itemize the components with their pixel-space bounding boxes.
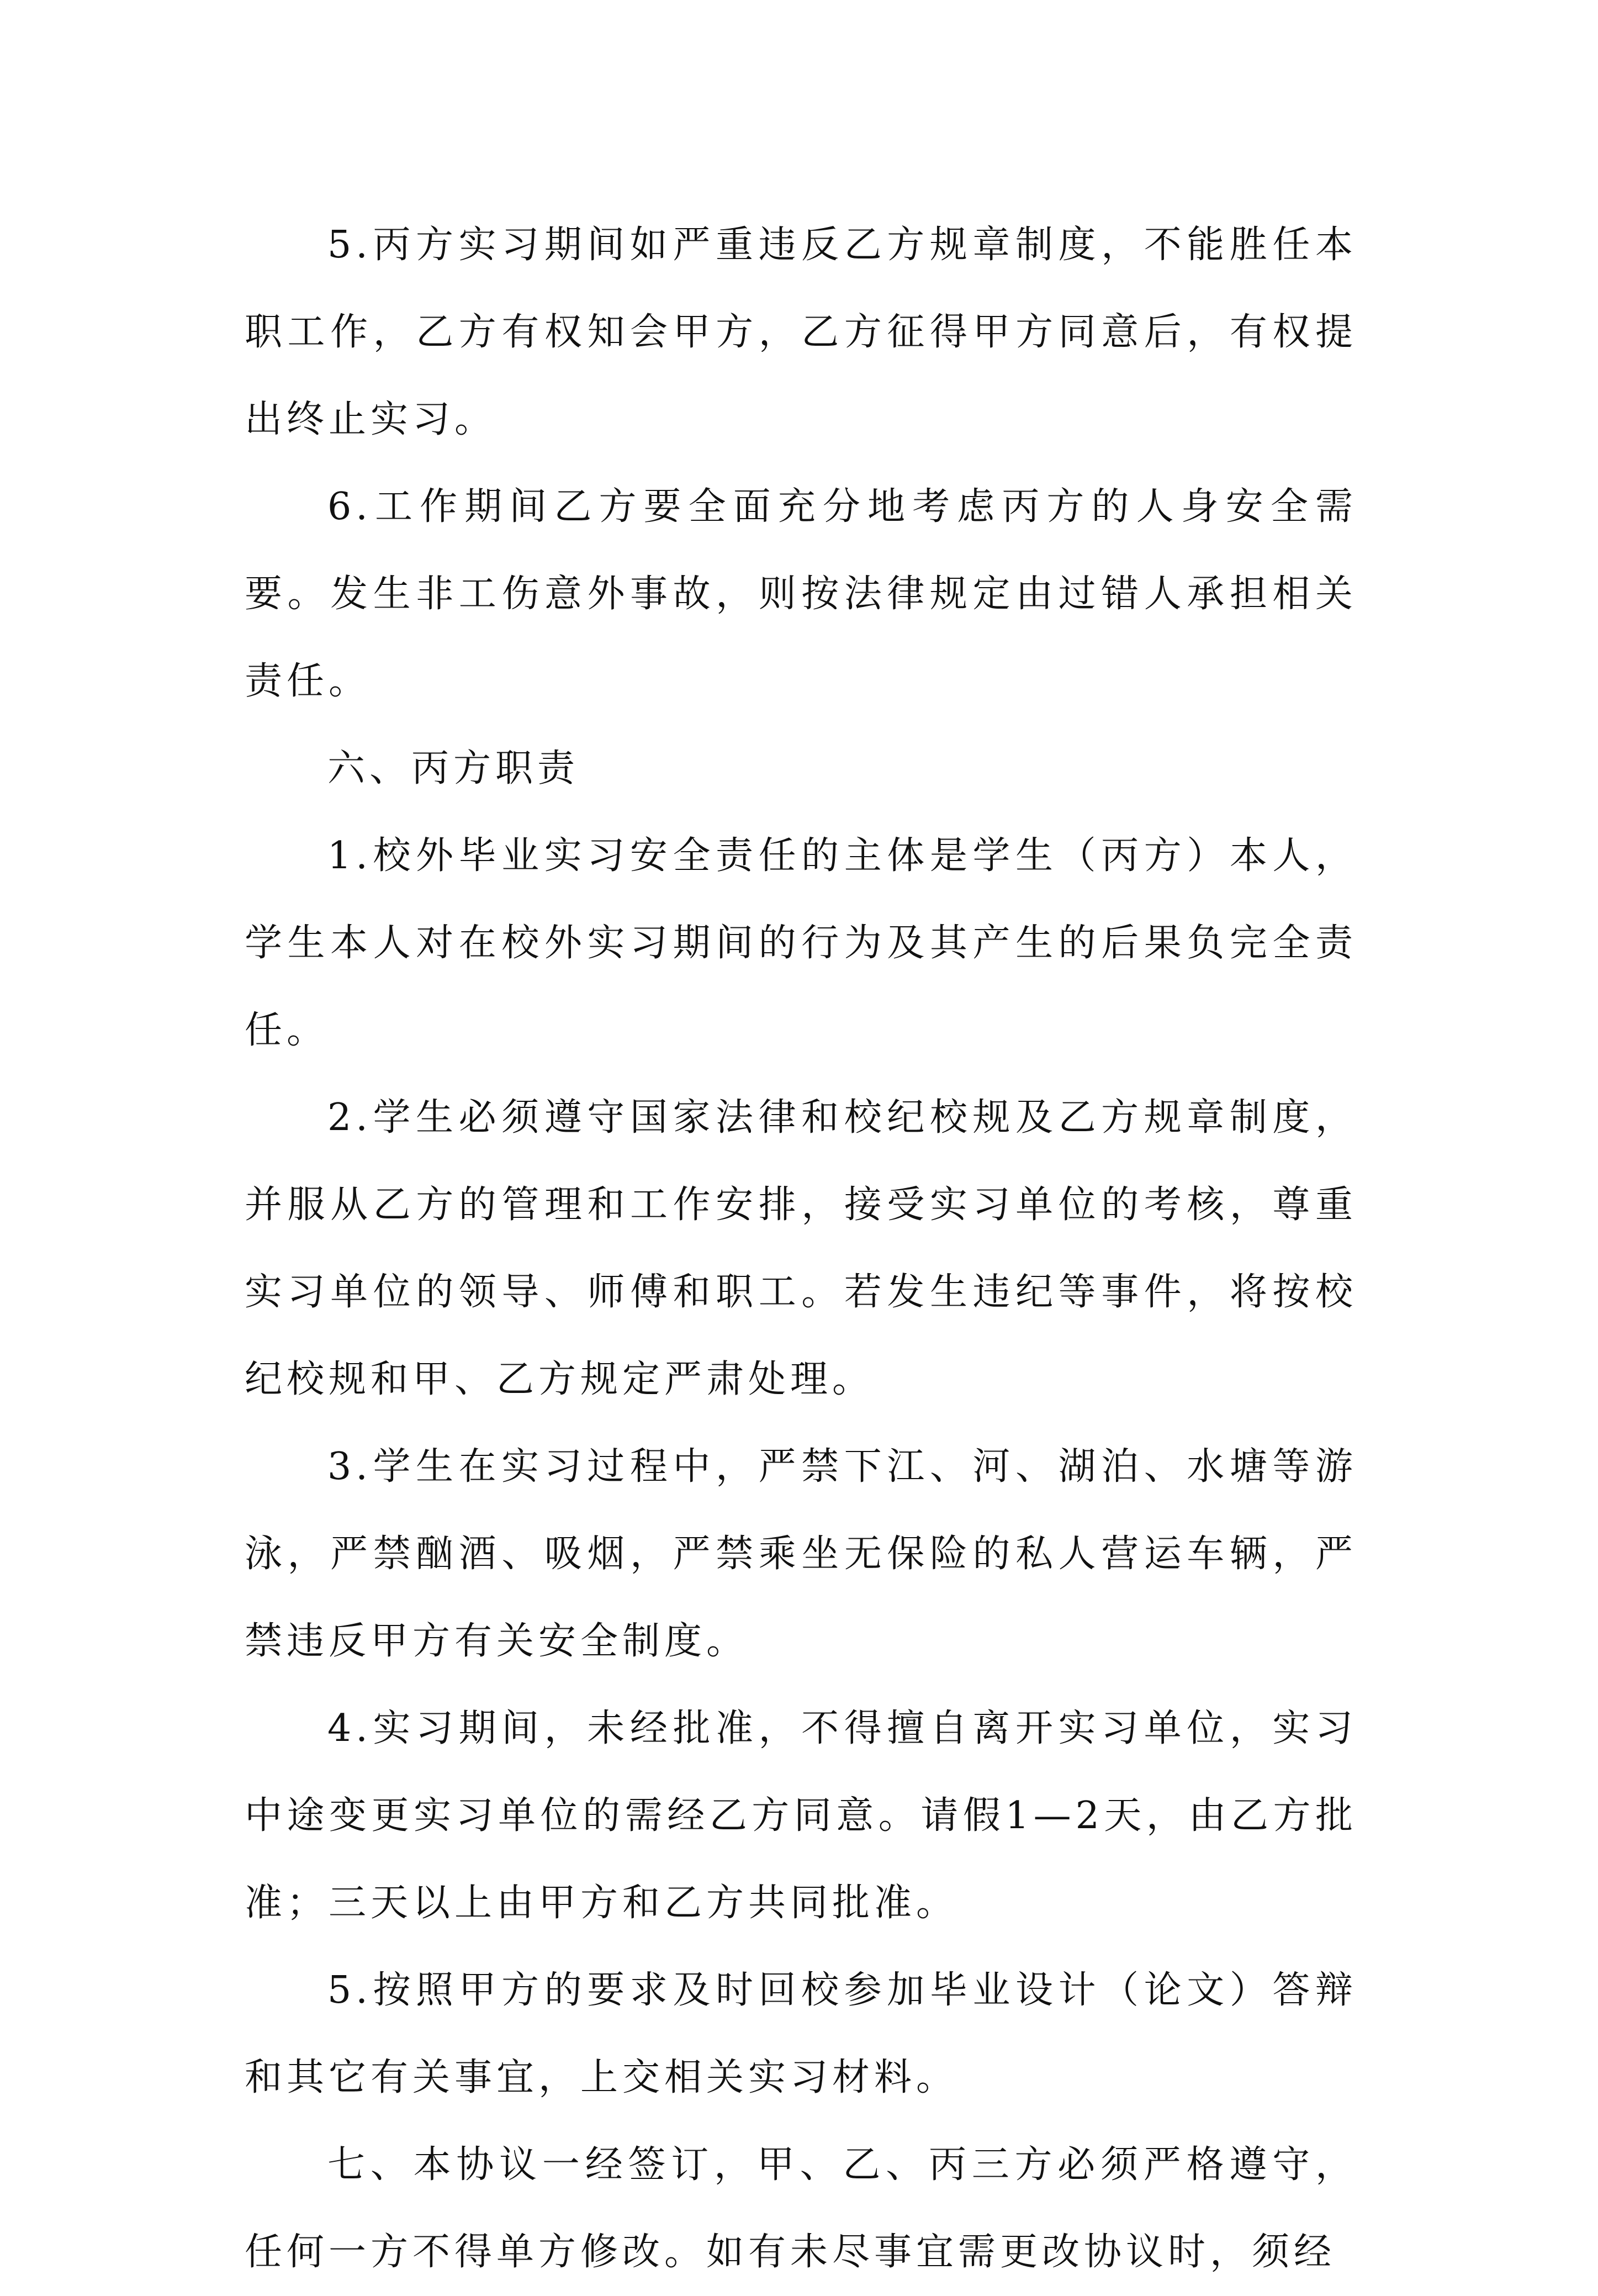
paragraph-4-leave: 4.实习期间，未经批准，不得擅自离开实习单位，实习中途变更实习单位的需经乙方同意。请假1—2天，由乙方批准；三天以上由甲方和乙方共同批准。: [245, 1707, 1357, 1925]
paragraph-6-safety: 6.工作期间乙方要全面充分地考虑丙方的人身安全需要。发生非工伤意外事故，则按法律规定由过错人承担相关责任。: [245, 485, 1357, 703]
paragraph-3-prohibitions: 3.学生在实习过程中，严禁下江、河、湖泊、水塘等游泳，严禁酗酒、吸烟，严禁乘坐无保险的私人营运车辆，严禁违反甲方有关安全制度。: [245, 1445, 1357, 1663]
section-7-agreement: 七、本协议一经签订，甲、乙、丙三方必须严格遵守，任何一方不得单方修改。如有未尽事宜需更改协议时，须经: [245, 2143, 1357, 2274]
paragraph-5-third-party-violation: 5.丙方实习期间如严重违反乙方规章制度，不能胜任本职工作，乙方有权知会甲方，乙方征得甲方同意后，有权提出终止实习。: [245, 223, 1357, 441]
section-heading-6: 六、丙方职责: [327, 747, 580, 790]
document-body: [245, 202, 1357, 2296]
paragraph-1-responsibility: 1.校外毕业实习安全责任的主体是学生（丙方）本人，学生本人对在校外实习期间的行为及其产生的后果负完全责任。: [245, 834, 1357, 1052]
paragraph-5-return-to-school: 5.按照甲方的要求及时回校参加毕业设计（论文）答辩和其它有关事宜，上交相关实习材料。: [245, 1968, 1357, 2099]
paragraph-2-obey-rules: 2.学生必须遵守国家法律和校纪校规及乙方规章制度，并服从乙方的管理和工作安排，接受实习单位的考核，尊重实习单位的领导、师傅和职工。若发生违纪等事件，将按校纪校规和甲、乙方规定严肃处理。: [245, 1096, 1357, 1401]
